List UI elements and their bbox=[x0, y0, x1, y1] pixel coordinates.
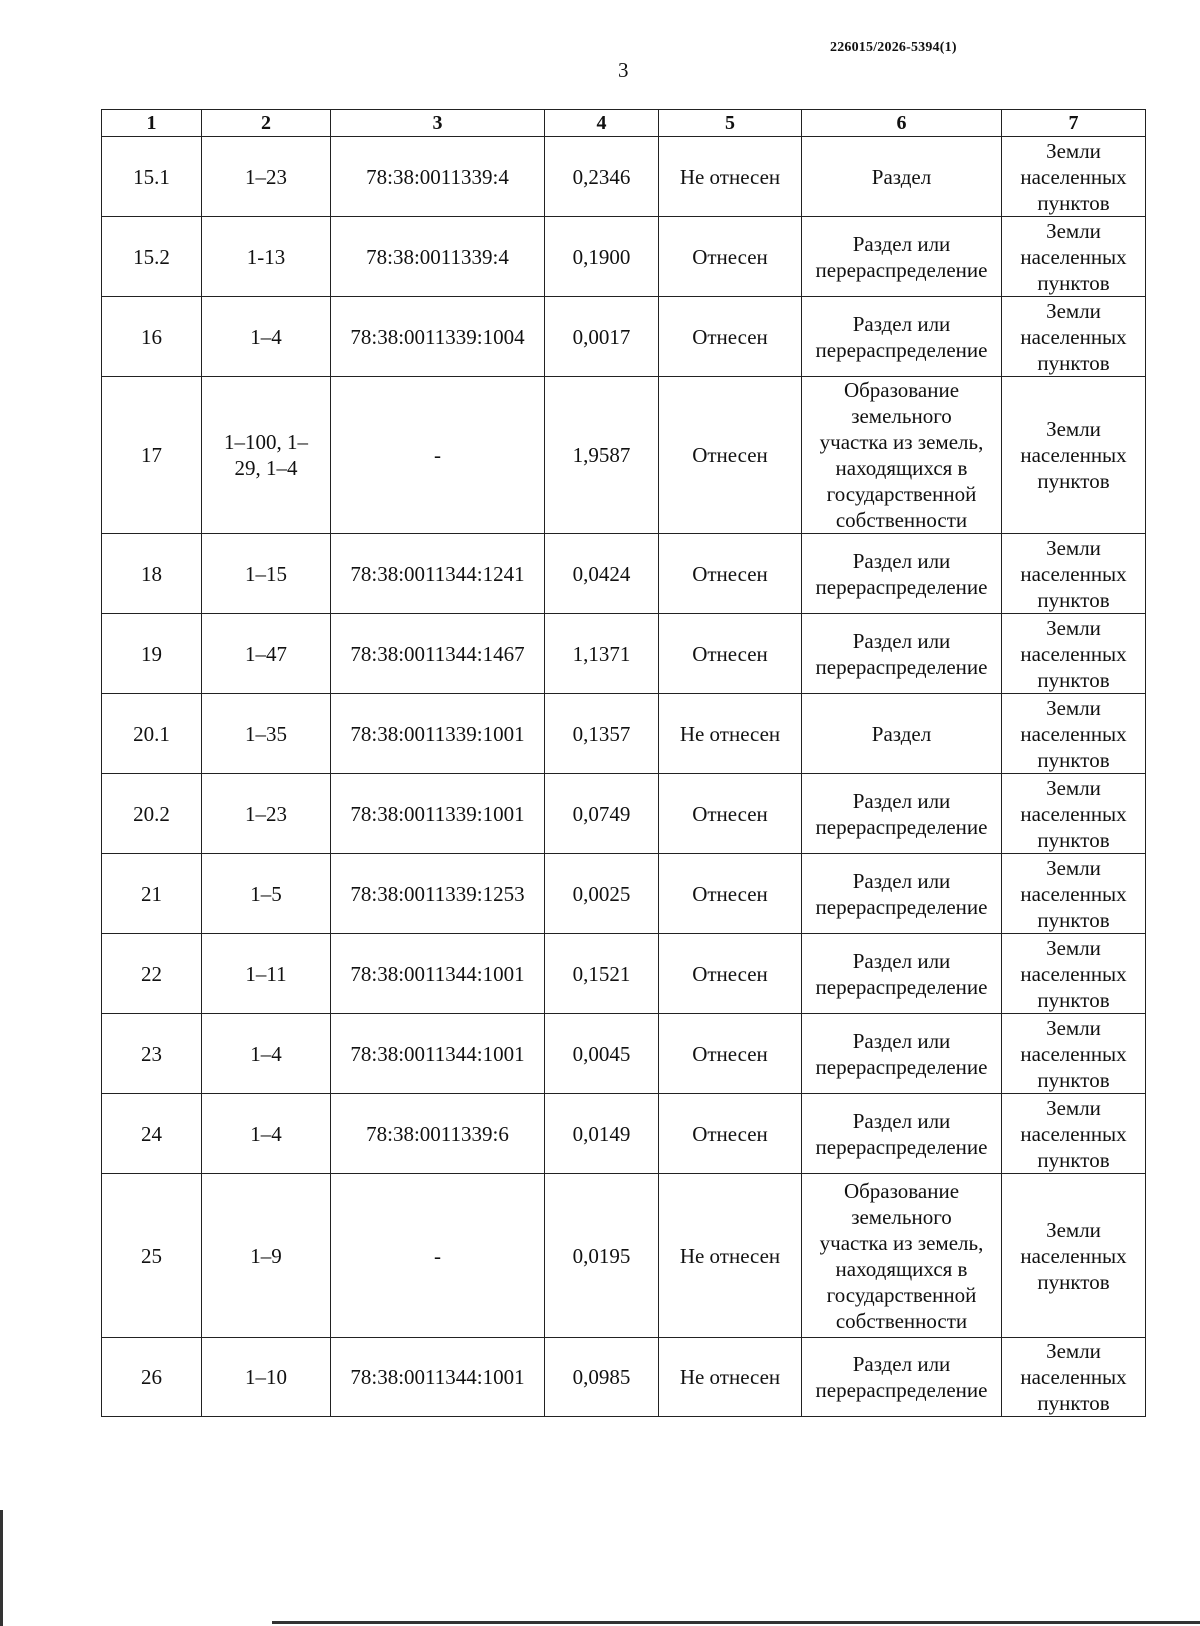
cell-text: Отнесен bbox=[692, 1041, 768, 1066]
status-cell bbox=[659, 1338, 802, 1417]
cell-text: Раздел или перераспределение bbox=[815, 628, 988, 679]
cell-text: 78:38:0011339:1001 bbox=[350, 721, 525, 746]
cell-text: 24 bbox=[141, 1121, 162, 1146]
row-number-cell bbox=[102, 1174, 202, 1338]
cell-text: Раздел или перераспределение bbox=[815, 1028, 988, 1079]
cell-text: Земли населенных пунктов bbox=[1020, 935, 1127, 1012]
cell-text: 0,0045 bbox=[572, 1041, 631, 1066]
cell-text: Земли населенных пунктов bbox=[1020, 1217, 1127, 1294]
column-header: 4 bbox=[545, 110, 659, 137]
row-number-cell bbox=[102, 1338, 202, 1417]
cell-text: 1–100, 1– 29, 1–4 bbox=[224, 430, 308, 480]
method-cell bbox=[802, 137, 1002, 217]
method-cell bbox=[802, 854, 1002, 934]
status-cell bbox=[659, 297, 802, 377]
land-category-cell bbox=[1002, 774, 1146, 854]
cell-text: 19 bbox=[141, 641, 162, 666]
area-cell bbox=[545, 217, 659, 297]
table-row bbox=[102, 1174, 1146, 1338]
method-cell bbox=[802, 694, 1002, 774]
cell-text: 0,2346 bbox=[572, 164, 631, 189]
land-category-cell bbox=[1002, 614, 1146, 694]
cell-text: Земли населенных пунктов bbox=[1020, 1095, 1127, 1172]
cell-text: 78:38:0011339:1004 bbox=[350, 324, 525, 349]
cell-text: Раздел или перераспределение bbox=[815, 788, 988, 839]
land-category-cell bbox=[1002, 1338, 1146, 1417]
area-cell bbox=[545, 614, 659, 694]
cell-text: Земли населенных пунктов bbox=[1020, 695, 1127, 772]
cell-text: Отнесен bbox=[692, 801, 768, 826]
status-cell bbox=[659, 614, 802, 694]
table-row bbox=[102, 377, 1146, 534]
cadastral-number-cell bbox=[331, 854, 545, 934]
status-cell bbox=[659, 377, 802, 534]
cell-text: Отнесен bbox=[692, 561, 768, 586]
area-cell bbox=[545, 1094, 659, 1174]
table-row bbox=[102, 1014, 1146, 1094]
cell-text: 0,1521 bbox=[572, 961, 631, 986]
cell-text: 15.2 bbox=[133, 244, 170, 269]
points-range-cell bbox=[202, 534, 331, 614]
area-cell bbox=[545, 934, 659, 1014]
area-cell bbox=[545, 1014, 659, 1094]
land-category-cell bbox=[1002, 1174, 1146, 1338]
land-category-cell bbox=[1002, 297, 1146, 377]
cell-text: Земли населенных пунктов bbox=[1020, 218, 1127, 295]
cell-text: Образование земельного участка из земель, находящихся в государственной собственности bbox=[819, 1178, 984, 1333]
cell-text: 1–11 bbox=[245, 961, 287, 986]
table-row bbox=[102, 614, 1146, 694]
scan-artifact-left-edge bbox=[0, 1510, 3, 1626]
cell-text: 26 bbox=[141, 1365, 162, 1389]
land-category-cell bbox=[1002, 694, 1146, 774]
cell-text: Отнесен bbox=[692, 641, 768, 666]
land-category-cell bbox=[1002, 1094, 1146, 1174]
column-header: 1 bbox=[102, 110, 202, 137]
land-category-cell bbox=[1002, 934, 1146, 1014]
cell-text: 0,0424 bbox=[572, 561, 631, 586]
area-cell bbox=[545, 137, 659, 217]
cadastral-number-cell bbox=[331, 934, 545, 1014]
row-number-cell bbox=[102, 217, 202, 297]
cell-text: Земли населенных пунктов bbox=[1020, 138, 1127, 215]
cadastral-number-cell bbox=[331, 694, 545, 774]
cell-text: Раздел или перераспределение bbox=[815, 231, 988, 282]
column-header: 3 bbox=[331, 110, 545, 137]
row-number-cell bbox=[102, 534, 202, 614]
cell-text: Земли населенных пунктов bbox=[1020, 417, 1127, 493]
method-cell bbox=[802, 1014, 1002, 1094]
cell-text: 0,1900 bbox=[572, 244, 631, 269]
cell-text: Земли населенных пунктов bbox=[1020, 775, 1127, 852]
points-range-cell bbox=[202, 774, 331, 854]
land-category-cell bbox=[1002, 377, 1146, 534]
row-number-cell bbox=[102, 854, 202, 934]
land-category-cell bbox=[1002, 217, 1146, 297]
status-cell bbox=[659, 1174, 802, 1338]
table-row bbox=[102, 934, 1146, 1014]
points-range-cell bbox=[202, 1174, 331, 1338]
method-cell bbox=[802, 377, 1002, 534]
cell-text: 0,0025 bbox=[572, 881, 631, 906]
cell-text: 78:38:0011339:6 bbox=[366, 1121, 509, 1146]
cell-text: 1–4 bbox=[250, 324, 282, 349]
cell-text: 78:38:0011339:4 bbox=[366, 244, 509, 269]
table-row bbox=[102, 217, 1146, 297]
points-range-cell bbox=[202, 297, 331, 377]
cell-text: Отнесен bbox=[692, 1121, 768, 1146]
points-range-cell bbox=[202, 694, 331, 774]
column-header: 2 bbox=[202, 110, 331, 137]
cell-text: 23 bbox=[141, 1041, 162, 1066]
method-cell bbox=[802, 1338, 1002, 1417]
status-cell bbox=[659, 1094, 802, 1174]
cell-text: 1–35 bbox=[245, 721, 287, 746]
cell-text: Отнесен bbox=[692, 324, 768, 349]
cell-text: 0,0749 bbox=[572, 801, 631, 826]
page-number: 3 bbox=[618, 58, 629, 82]
column-header: 5 bbox=[659, 110, 802, 137]
method-cell bbox=[802, 934, 1002, 1014]
cell-text: Отнесен bbox=[692, 881, 768, 906]
cadastral-number-cell bbox=[331, 1174, 545, 1338]
land-category-cell bbox=[1002, 854, 1146, 934]
method-cell bbox=[802, 1094, 1002, 1174]
cell-text: Земли населенных пунктов bbox=[1020, 535, 1127, 612]
area-cell bbox=[545, 1174, 659, 1338]
points-range-cell bbox=[202, 377, 331, 534]
area-cell bbox=[545, 694, 659, 774]
points-range-cell bbox=[202, 1014, 331, 1094]
status-cell bbox=[659, 854, 802, 934]
cell-text: Отнесен bbox=[692, 443, 768, 467]
cell-text: 1–4 bbox=[250, 1121, 282, 1146]
column-header: 6 bbox=[802, 110, 1002, 137]
cell-text: 1–15 bbox=[245, 561, 287, 586]
cell-text: Земли населенных пунктов bbox=[1020, 615, 1127, 692]
cell-text: Не отнесен bbox=[679, 1365, 781, 1389]
cadastral-number-cell bbox=[331, 614, 545, 694]
cell-text: 1–9 bbox=[250, 1243, 282, 1268]
cell-text: 1–23 bbox=[245, 801, 287, 826]
table-row bbox=[102, 137, 1146, 217]
cadastral-number-cell bbox=[331, 1338, 545, 1417]
cell-text: Раздел или перераспределение bbox=[815, 868, 988, 919]
method-cell bbox=[802, 534, 1002, 614]
cell-text: Не отнесен bbox=[679, 1243, 781, 1268]
table-row bbox=[102, 774, 1146, 854]
row-number-cell bbox=[102, 137, 202, 217]
cell-text: Отнесен bbox=[692, 961, 768, 986]
cell-text: Земли населенных пунктов bbox=[1020, 298, 1127, 375]
area-cell bbox=[545, 534, 659, 614]
status-cell bbox=[659, 217, 802, 297]
cell-text: 0,0149 bbox=[572, 1121, 631, 1146]
cadastral-number-cell bbox=[331, 1014, 545, 1094]
cell-text: 78:38:0011339:4 bbox=[366, 164, 509, 189]
row-number-cell bbox=[102, 934, 202, 1014]
cell-text: Раздел или перераспределение bbox=[815, 1352, 988, 1402]
scan-artifact-bottom-edge bbox=[272, 1621, 1200, 1624]
points-range-cell bbox=[202, 1338, 331, 1417]
cell-text: 15.1 bbox=[133, 164, 170, 189]
method-cell bbox=[802, 297, 1002, 377]
method-cell bbox=[802, 217, 1002, 297]
method-cell bbox=[802, 1174, 1002, 1338]
cell-text: Не отнесен bbox=[679, 721, 781, 746]
cell-text: - bbox=[434, 443, 441, 467]
cadastral-number-cell bbox=[331, 137, 545, 217]
cadastral-number-cell bbox=[331, 377, 545, 534]
table-row bbox=[102, 534, 1146, 614]
cell-text: 0,1357 bbox=[572, 721, 631, 746]
status-cell bbox=[659, 1014, 802, 1094]
cell-text: 17 bbox=[141, 443, 162, 467]
cell-text: 1,9587 bbox=[572, 443, 631, 467]
cadastral-number-cell bbox=[331, 217, 545, 297]
cadastral-number-cell bbox=[331, 1094, 545, 1174]
area-cell bbox=[545, 1338, 659, 1417]
land-category-cell bbox=[1002, 137, 1146, 217]
cell-text: 78:38:0011344:1001 bbox=[350, 1041, 525, 1066]
cell-text: Отнесен bbox=[692, 244, 768, 269]
cell-text: Раздел или перераспределение bbox=[815, 548, 988, 599]
cadastral-number-cell bbox=[331, 297, 545, 377]
cell-text: 18 bbox=[141, 561, 162, 586]
row-number-cell bbox=[102, 1094, 202, 1174]
cell-text: 78:38:0011344:1241 bbox=[350, 561, 525, 586]
table-row bbox=[102, 297, 1146, 377]
cell-text: 16 bbox=[141, 324, 162, 349]
cell-text: Раздел bbox=[871, 721, 932, 746]
table-row bbox=[102, 854, 1146, 934]
cell-text: 1–47 bbox=[245, 641, 287, 666]
points-range-cell bbox=[202, 614, 331, 694]
points-range-cell bbox=[202, 137, 331, 217]
cell-text: 25 bbox=[141, 1243, 162, 1268]
area-cell bbox=[545, 774, 659, 854]
cell-text: 20.1 bbox=[133, 721, 170, 746]
points-range-cell bbox=[202, 854, 331, 934]
row-number-cell bbox=[102, 297, 202, 377]
cell-text: 78:38:0011344:1467 bbox=[350, 641, 525, 666]
cell-text: 1–23 bbox=[245, 164, 287, 189]
cell-text: 22 bbox=[141, 961, 162, 986]
points-range-cell bbox=[202, 217, 331, 297]
cell-text: Раздел или перераспределение bbox=[815, 948, 988, 999]
area-cell bbox=[545, 297, 659, 377]
land-plots-table bbox=[101, 109, 1146, 1417]
cell-text: 21 bbox=[141, 881, 162, 906]
table-row bbox=[102, 694, 1146, 774]
status-cell bbox=[659, 934, 802, 1014]
cell-text: Образование земельного участка из земель, находящихся в государственной собственности bbox=[819, 378, 984, 532]
cell-text: 78:38:0011344:1001 bbox=[350, 961, 525, 986]
column-header: 7 bbox=[1002, 110, 1146, 137]
cell-text: Не отнесен bbox=[679, 164, 781, 189]
area-cell bbox=[545, 377, 659, 534]
method-cell bbox=[802, 774, 1002, 854]
table-row bbox=[102, 1094, 1146, 1174]
row-number-cell bbox=[102, 774, 202, 854]
cell-text: 0,0195 bbox=[572, 1243, 631, 1268]
row-number-cell bbox=[102, 694, 202, 774]
cell-text: 78:38:0011344:1001 bbox=[350, 1365, 525, 1389]
row-number-cell bbox=[102, 614, 202, 694]
cell-text: 20.2 bbox=[133, 801, 170, 826]
cell-text: 0,0017 bbox=[572, 324, 631, 349]
area-cell bbox=[545, 854, 659, 934]
cell-text: 1-13 bbox=[246, 244, 286, 269]
cell-text: Земли населенных пунктов bbox=[1020, 1015, 1127, 1092]
status-cell bbox=[659, 774, 802, 854]
method-cell bbox=[802, 614, 1002, 694]
cell-text: - bbox=[434, 1243, 441, 1268]
document-number: 226015/2026-5394(1) bbox=[830, 40, 957, 55]
status-cell bbox=[659, 694, 802, 774]
points-range-cell bbox=[202, 1094, 331, 1174]
cell-text: 78:38:0011339:1253 bbox=[350, 881, 525, 906]
cell-text: 78:38:0011339:1001 bbox=[350, 801, 525, 826]
cell-text: Земли населенных пунктов bbox=[1020, 855, 1127, 932]
cell-text: Раздел или перераспределение bbox=[815, 1108, 988, 1159]
cell-text: Раздел или перераспределение bbox=[815, 311, 988, 362]
cell-text: 1–4 bbox=[250, 1041, 282, 1066]
table-row bbox=[102, 1338, 1146, 1417]
cell-text: Земли населенных пунктов bbox=[1020, 1339, 1127, 1415]
row-number-cell bbox=[102, 377, 202, 534]
cell-text: 1–10 bbox=[245, 1365, 287, 1389]
cadastral-number-cell bbox=[331, 534, 545, 614]
cadastral-number-cell bbox=[331, 774, 545, 854]
status-cell bbox=[659, 137, 802, 217]
row-number-cell bbox=[102, 1014, 202, 1094]
points-range-cell bbox=[202, 934, 331, 1014]
land-category-cell bbox=[1002, 534, 1146, 614]
cell-text: 1,1371 bbox=[572, 641, 631, 666]
status-cell bbox=[659, 534, 802, 614]
cell-text: Раздел bbox=[871, 164, 932, 189]
land-category-cell bbox=[1002, 1014, 1146, 1094]
table-header-row bbox=[102, 110, 1146, 137]
cell-text: 1–5 bbox=[250, 881, 282, 906]
cell-text: 0,0985 bbox=[572, 1365, 631, 1389]
